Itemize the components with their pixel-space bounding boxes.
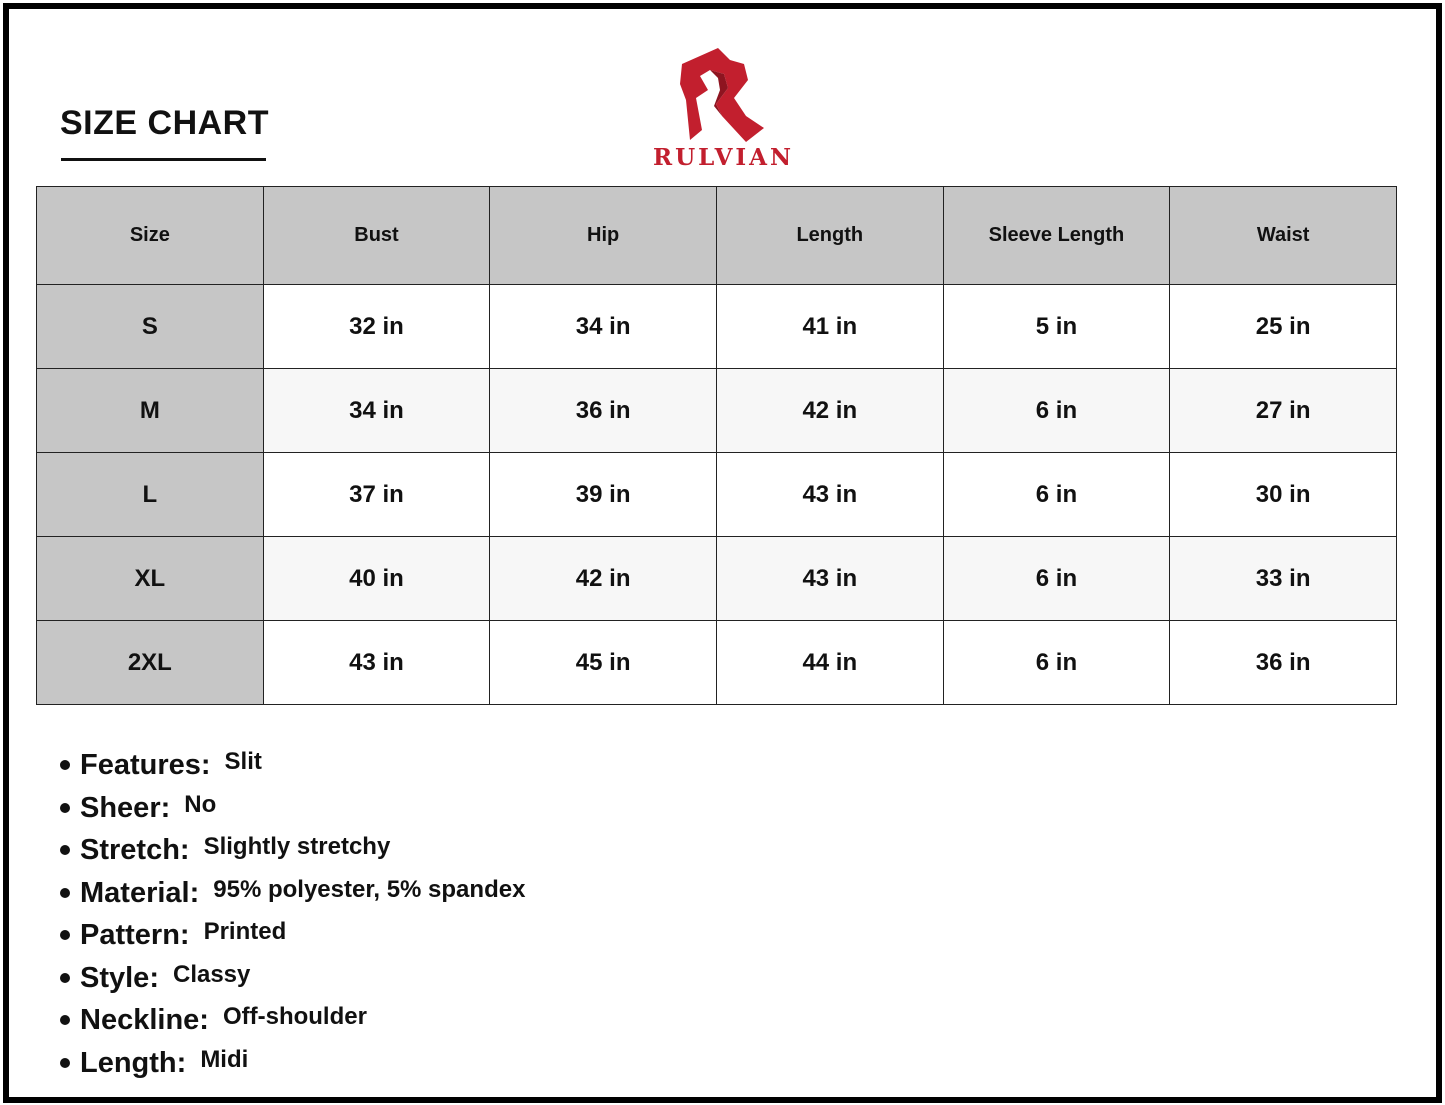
feature-label: Pattern: bbox=[80, 919, 190, 951]
table-cell: 36 in bbox=[1170, 621, 1397, 705]
table-cell: 25 in bbox=[1170, 285, 1397, 369]
bullet-icon bbox=[60, 1015, 70, 1025]
feature-value: No bbox=[184, 790, 217, 818]
brand-logo-icon bbox=[636, 44, 811, 144]
feature-value: Midi bbox=[200, 1045, 249, 1073]
list-item bbox=[60, 876, 525, 919]
feature-value: Classy bbox=[172, 960, 251, 988]
size-cell: 2XL bbox=[37, 621, 264, 705]
table-cell: 33 in bbox=[1170, 537, 1397, 621]
table-cell: 6 in bbox=[943, 453, 1170, 537]
table-cell: 30 in bbox=[1170, 453, 1397, 537]
table-cell: 40 in bbox=[263, 537, 490, 621]
size-cell: S bbox=[37, 285, 264, 369]
table-row bbox=[37, 285, 1397, 369]
list-item bbox=[60, 791, 525, 834]
column-header: Size bbox=[37, 187, 264, 285]
list-item bbox=[60, 748, 525, 791]
feature-label: Style: bbox=[80, 961, 159, 994]
feature-value: Slightly stretchy bbox=[203, 833, 391, 860]
table-cell: 43 in bbox=[263, 621, 490, 705]
table-cell: 42 in bbox=[716, 369, 943, 453]
table-cell: 37 in bbox=[263, 453, 490, 537]
feature-value: 95% polyester, 5% spandex bbox=[213, 875, 526, 903]
feature-value: Printed bbox=[203, 918, 287, 945]
table-row bbox=[37, 621, 1397, 705]
table-cell: 41 in bbox=[716, 285, 943, 369]
list-item bbox=[60, 918, 525, 961]
table-cell: 34 in bbox=[490, 285, 717, 369]
brand-logo bbox=[636, 44, 811, 179]
table-row bbox=[37, 453, 1397, 537]
size-cell: L bbox=[37, 453, 264, 537]
size-cell: M bbox=[37, 369, 264, 453]
bullet-icon bbox=[60, 930, 70, 940]
column-header: Waist bbox=[1170, 187, 1397, 285]
size-table bbox=[36, 186, 1397, 705]
list-item bbox=[60, 1003, 525, 1046]
column-header: Bust bbox=[263, 187, 490, 285]
column-header: Hip bbox=[490, 187, 717, 285]
bullet-icon bbox=[60, 888, 70, 898]
list-item bbox=[60, 833, 525, 876]
bullet-icon bbox=[60, 803, 70, 813]
table-row bbox=[37, 369, 1397, 453]
table-cell: 6 in bbox=[943, 621, 1170, 705]
table-cell: 45 in bbox=[490, 621, 717, 705]
feature-label: Neckline: bbox=[80, 1004, 209, 1036]
features-list bbox=[60, 748, 525, 1088]
table-cell: 27 in bbox=[1170, 369, 1397, 453]
feature-label: Sheer: bbox=[80, 791, 171, 824]
feature-label: Stretch: bbox=[80, 834, 190, 866]
bullet-icon bbox=[60, 1058, 70, 1068]
table-cell: 34 in bbox=[263, 369, 490, 453]
table-cell: 43 in bbox=[716, 453, 943, 537]
table-row bbox=[37, 537, 1397, 621]
table-header-row bbox=[37, 187, 1397, 285]
table-cell: 43 in bbox=[716, 537, 943, 621]
table-cell: 6 in bbox=[943, 537, 1170, 621]
bullet-icon bbox=[60, 760, 70, 770]
bullet-icon bbox=[60, 845, 70, 855]
table-cell: 6 in bbox=[943, 369, 1170, 453]
table-cell: 5 in bbox=[943, 285, 1170, 369]
column-header: Sleeve Length bbox=[943, 187, 1170, 285]
column-header: Length bbox=[716, 187, 943, 285]
title-underline bbox=[61, 158, 266, 161]
table-cell: 39 in bbox=[490, 453, 717, 537]
feature-value: Off-shoulder bbox=[222, 1003, 367, 1030]
feature-label: Material: bbox=[80, 876, 200, 909]
page-title: SIZE CHART bbox=[60, 104, 269, 142]
feature-value: Slit bbox=[224, 748, 262, 775]
table-cell: 44 in bbox=[716, 621, 943, 705]
table-cell: 42 in bbox=[490, 537, 717, 621]
bullet-icon bbox=[60, 973, 70, 983]
feature-label: Features: bbox=[80, 749, 211, 781]
table-cell: 32 in bbox=[263, 285, 490, 369]
feature-label: Length: bbox=[80, 1046, 187, 1079]
table-cell: 36 in bbox=[490, 369, 717, 453]
list-item bbox=[60, 961, 525, 1004]
size-cell: XL bbox=[37, 537, 264, 621]
brand-name: RULVIAN bbox=[652, 144, 795, 171]
list-item bbox=[60, 1046, 525, 1089]
